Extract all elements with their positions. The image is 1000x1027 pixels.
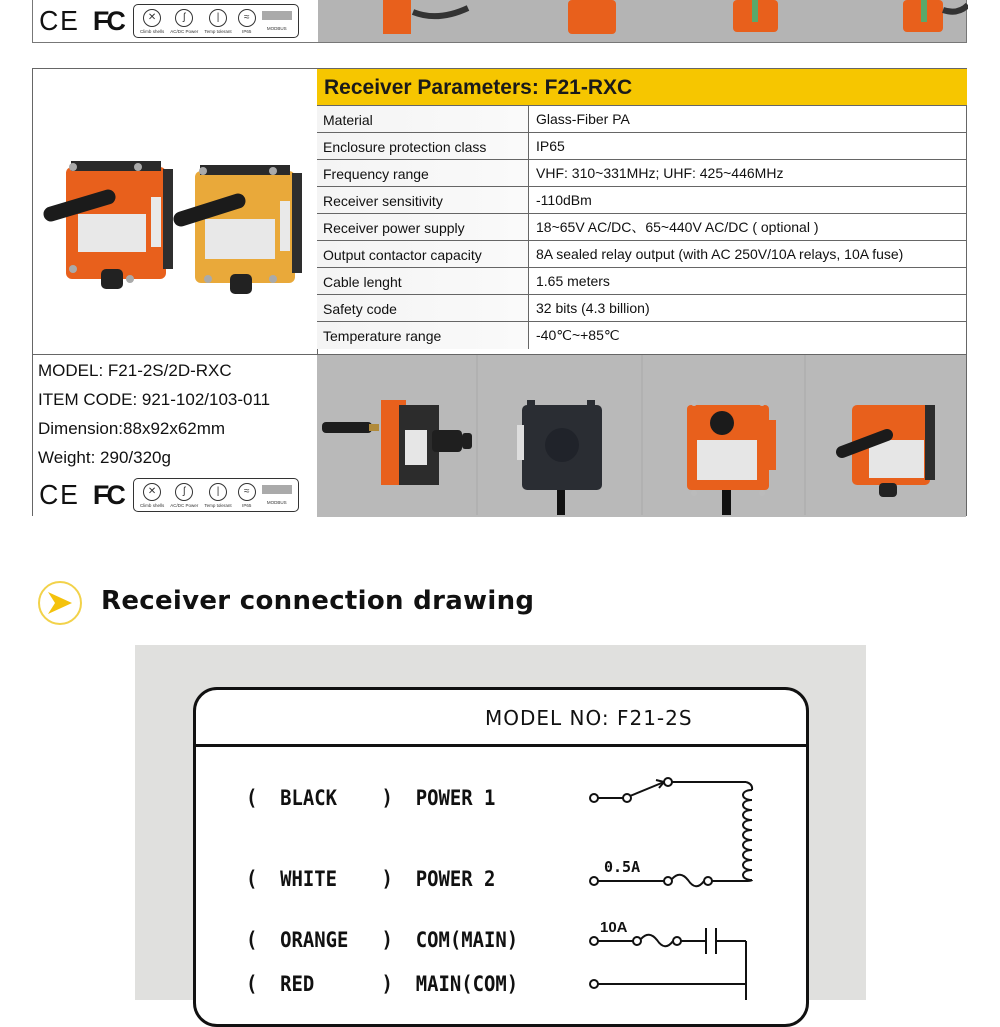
temperature-icon: | Temp tolerant [204,9,231,34]
ce-mark-icon: CE [39,5,80,36]
feature-icons-box [133,4,299,38]
receiver-views-illustration [317,355,967,515]
cert-row-top [38,4,299,38]
dimension-label: Dimension:88x92x62mm [38,419,226,438]
modbus-icon: MODBUS [262,485,292,505]
card-divider [194,744,808,747]
parameters-table [317,69,967,349]
ip-rating-icon: ≈ IP65 [238,9,256,34]
previous-photo-strip [318,0,966,42]
section-title: Receiver connection drawing [101,586,535,616]
previous-cert-area [33,0,318,42]
feature-icons-box [133,478,299,512]
wire-row-orange: ( ORANGE ) COM(MAIN) [246,928,519,952]
previous-panel-strip [32,0,967,43]
param-row: Enclosure protection class IP65 [317,133,967,160]
ac-dc-power-icon: ʃ AC/DC Power [170,483,198,508]
fuse-small-label: 0.5A [604,858,641,876]
param-row: Cable lenght 1.65 meters [317,268,967,295]
ac-dc-power-icon: ʃ AC/DC Power [170,9,198,34]
diagram-model-number: MODEL NO: F21-2S [485,706,693,730]
wire-row-black: ( BLACK ) POWER 1 [246,786,496,810]
product-info [33,354,317,517]
receiver-photo [33,69,318,354]
temperature-icon: | Temp tolerant [204,483,231,508]
receiver-views-strip [317,354,966,517]
fcc-mark-icon: FC [92,5,123,36]
param-row: Frequency range VHF: 310~331MHz; UHF: 425~446MHz [317,160,967,187]
fuse-main-label: 10A [600,919,628,936]
ce-mark-icon: CE [39,479,80,510]
parameters-title: Receiver Parameters: F21-RXC [317,69,967,106]
model-label: MODEL: F21-2S/2D-RXC [38,361,232,380]
circuit-schematic [560,760,800,1000]
wire-row-red: ( RED ) MAIN(COM) [246,972,519,996]
no-shock-icon: ✕ Climb shells [140,9,164,34]
wire-row-white: ( WHITE ) POWER 2 [246,867,496,891]
item-code-label: ITEM CODE: 921-102/103-011 [38,390,271,409]
weight-label: Weight: 290/320g [38,448,171,467]
fcc-mark-icon: FC [92,479,123,510]
param-row: Safety code 32 bits (4.3 billion) [317,295,967,322]
param-row: Output contactor capacity 8A sealed relay output (with AC 250V/10A relays, 10A fuse) [317,241,967,268]
param-row: Temperature range -40℃~+85℃ [317,322,967,349]
receiver-units-illustration [33,69,317,354]
previous-product-photos [318,0,968,42]
arrow-badge-icon [38,581,82,625]
receiver-panel [32,68,967,516]
param-row: Receiver sensitivity -110dBm [317,187,967,214]
chevron-right-icon [40,583,80,623]
no-shock-icon: ✕ Climb shells [140,483,164,508]
cert-row [38,478,299,512]
ip-rating-icon: ≈ IP65 [238,483,256,508]
modbus-icon: MODBUS [262,11,292,31]
param-row: Material Glass-Fiber PA [317,106,967,133]
param-row: Receiver power supply 18~65V AC/DC、65~440V AC/DC ( optional ) [317,214,967,241]
